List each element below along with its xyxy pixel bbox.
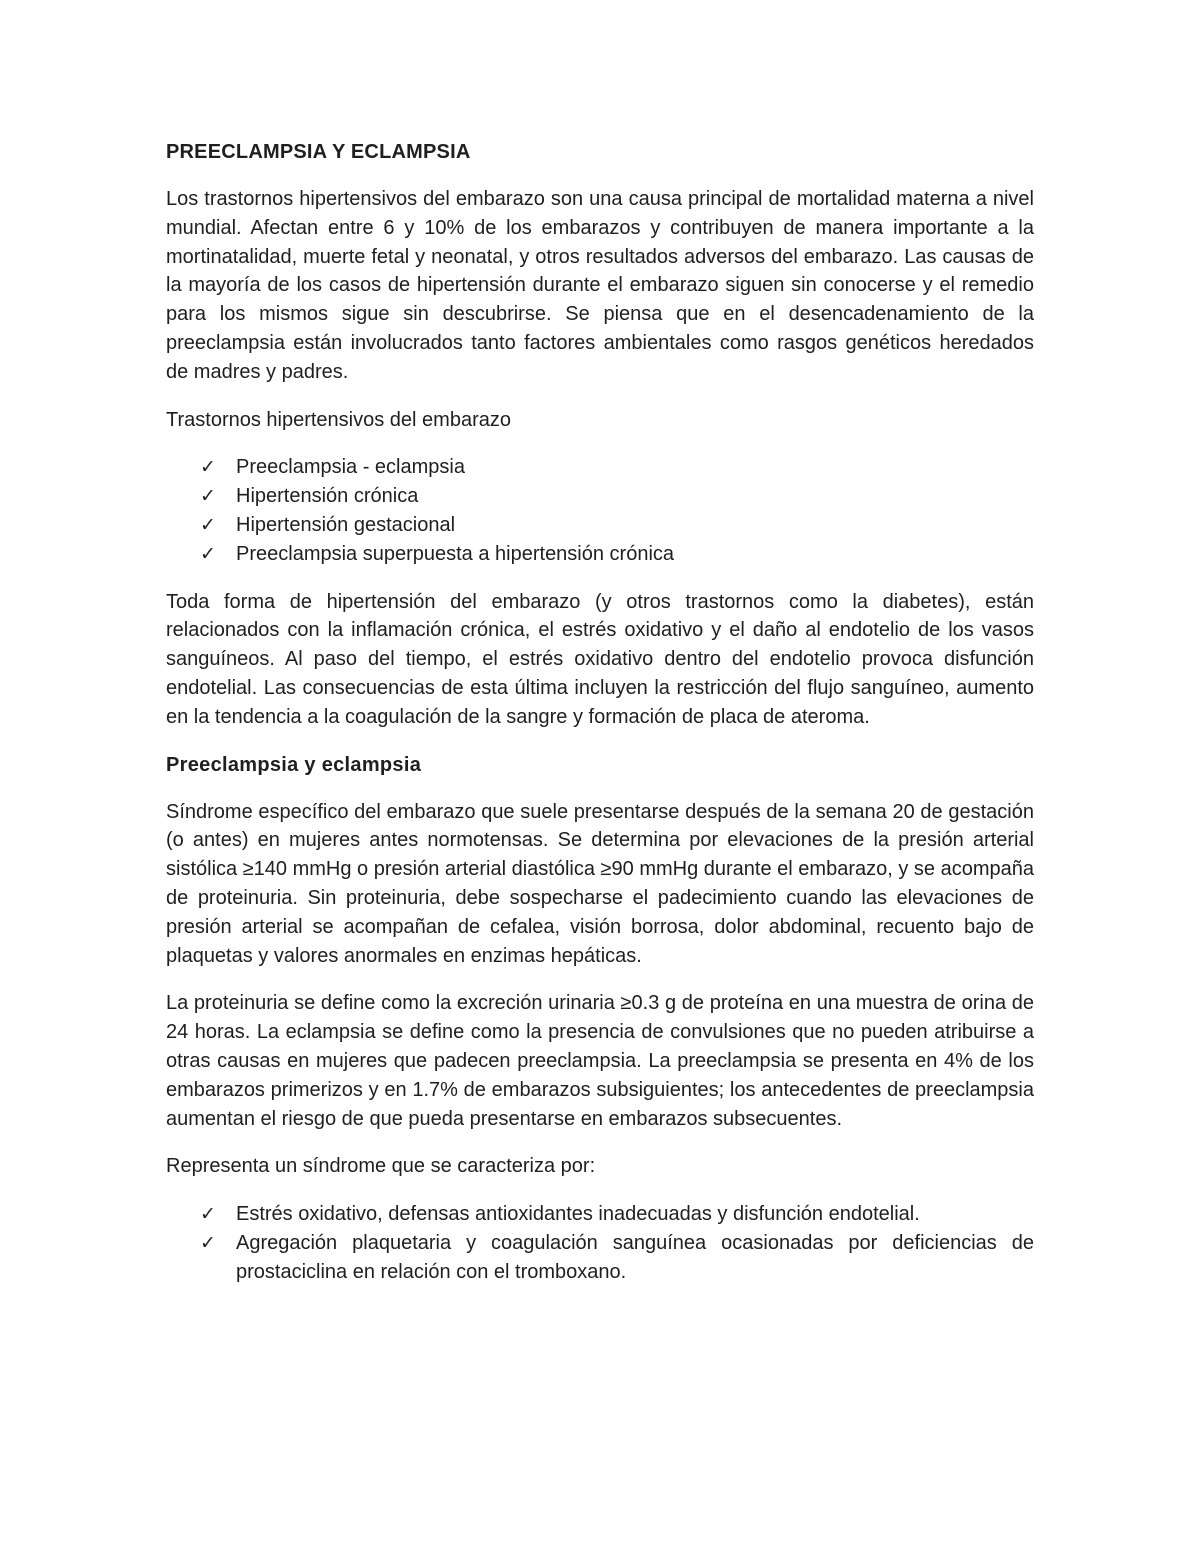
list-item-text: Hipertensión gestacional [236,513,456,536]
paragraph-2: Toda forma de hipertensión del embarazo (y otros trastornos como la diabetes), están relacionados con la inflamación crónica, el estrés oxidativo y el daño al endotelio de los vasos sanguíneos. Al paso del tiempo, el estrés oxidativo dentro del endotelio provoca disfunción endotelial. Las consecuencias de esta última incluyen la restricción del flujo sanguíneo, aumento en la tendencia a la coagulación de la sangre y formación de placa de ateroma. [166,590,1034,728]
hypertensive-disorders-list [166,453,1034,568]
intro-paragraph: Los trastornos hipertensivos del embarazo son una causa principal de mortalidad materna a nivel mundial. Afectan entre 6 y 10% de los embarazos y contribuyen de manera importante a la mortinatalidad, muerte fetal y neonatal, y otros resultados adversos del embarazo. Las causas de la mayoría de los casos de hipertensión durante el embarazo siguen sin conocerse y el remedio para los mismos sigue sin descubrirse. Se piensa que en el desencadenamiento de la preeclampsia están involucrados tanto factores ambientales como rasgos genéticos heredados de madres y padres. [166,188,1034,383]
list-item [200,1200,1034,1229]
list-item [200,511,1034,540]
check-icon: ✓ [200,542,216,565]
check-icon: ✓ [200,485,216,508]
list-item-text: Preeclampsia superpuesta a hipertensión crónica [236,542,675,565]
document-page [166,138,1034,1306]
list-item [200,540,1034,569]
list1-heading: Trastornos hipertensivos del embarazo [166,408,511,431]
check-icon: ✓ [200,1231,216,1254]
list-item [200,1229,1034,1287]
list2-heading: Representa un síndrome que se caracteriza por: [166,1155,596,1178]
paragraph-3: Síndrome específico del embarazo que suele presentarse después de la semana 20 de gestación (o antes) en mujeres antes normotensas. Se determina por elevaciones de la presión arterial sistólica ≥140 mmHg o presión arterial diastólica ≥90 mmHg durante el embarazo, y se acompaña de proteinuria. Sin proteinuria, debe sospecharse el padecimiento cuando las elevaciones de presión arterial se acompañan de cefalea, visión borrosa, dolor abdominal, recuento bajo de plaquetas y valores anormales en enzimas hepáticas. [166,800,1034,967]
list-item [200,453,1034,482]
document-title: PREECLAMPSIA Y ECLAMPSIA [166,141,471,163]
list-item-text: Preeclampsia - eclampsia [236,456,465,479]
check-icon: ✓ [200,456,216,479]
list-item-text: Hipertensión crónica [236,485,419,508]
section-subtitle: Preeclampsia y eclampsia [166,753,422,776]
check-icon: ✓ [200,1203,216,1226]
list-item-text: Estrés oxidativo, defensas antioxidantes inadecuadas y disfunción endotelial. [236,1203,920,1226]
list-item-text: Agregación plaquetaria y coagulación sanguínea ocasionadas por deficiencias de prostaciclina en relación con el tromboxano. [236,1231,1034,1283]
syndrome-characteristics-list [166,1200,1034,1286]
check-icon: ✓ [200,513,216,536]
paragraph-4: La proteinuria se define como la excreción urinaria ≥0.3 g de proteína en una muestra de orina de 24 horas. La eclampsia se define como la presencia de convulsiones que no pueden atribuirse a otras causas en mujeres que padecen preeclampsia. La preeclampsia se presenta en 4% de los embarazos primerizos y en 1.7% de embarazos subsiguientes; los antecedentes de preeclampsia aumentan el riesgo de que pueda presentarse en embarazos subsecuentes. [166,992,1034,1130]
list-item [200,482,1034,511]
